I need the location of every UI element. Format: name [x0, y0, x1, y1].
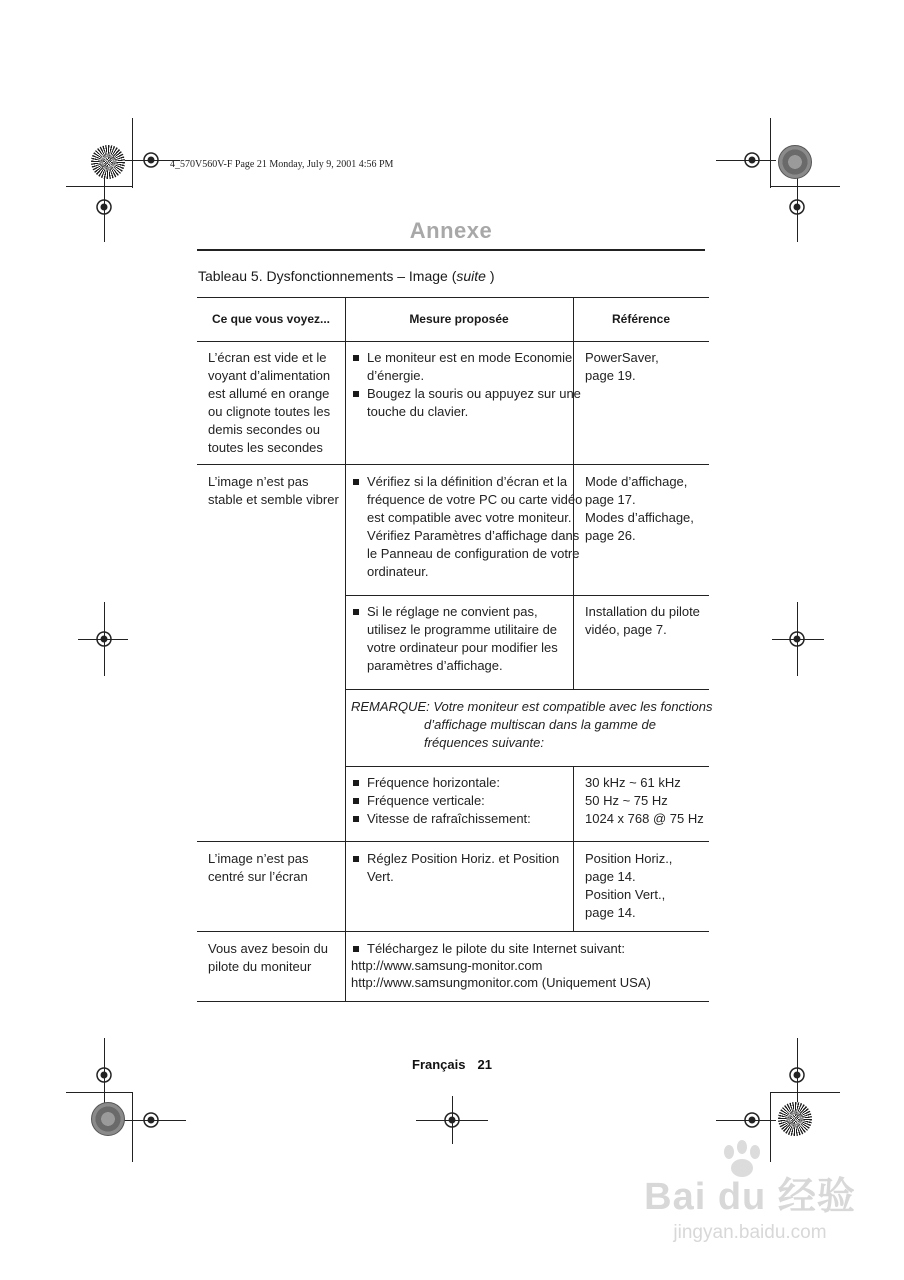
column-header: Mesure proposée [409, 312, 509, 326]
symptom-cell: Vous avez besoin du pilote du moniteur [208, 941, 328, 974]
action-cell [351, 473, 582, 581]
bullet-item: Fréquence horizontale: [351, 774, 531, 792]
symptom-cell: L’image n’est pas stable et semble vibrer [208, 474, 339, 507]
reference-cell: Installation du pilote vidéo, page 7. [585, 604, 700, 637]
note-label: REMARQUE: [351, 699, 430, 714]
action-cell [351, 603, 558, 675]
bullet-item: Vitesse de rafraîchissement: [351, 810, 531, 828]
column-header: Référence [611, 312, 671, 326]
watermark-url: jingyan.baidu.com [673, 1222, 827, 1243]
section-title: Annexe [409, 218, 493, 243]
registration-mark-icon [788, 198, 806, 216]
action-cell [351, 850, 559, 886]
bullet-item: Fréquence verticale: [351, 792, 531, 810]
action-cell [351, 940, 651, 991]
frequency-list [351, 774, 531, 828]
star-target-icon [778, 1102, 812, 1136]
bullet-item: Réglez Position Horiz. et Position Vert. [351, 850, 559, 886]
registration-mark-icon [142, 1111, 160, 1129]
reference-cell: PowerSaver, page 19. [585, 350, 659, 383]
note-cell: REMARQUE: Votre moniteur est compatible avec les fonctions d’affichage multiscan dans la gamme de fréquences suivante: [351, 699, 713, 750]
registration-mark-icon [443, 1111, 461, 1129]
star-target-icon [91, 145, 125, 179]
symptom-cell: L’image n’est pas centré sur l’écran [208, 851, 309, 884]
url-text: http://www.samsung-monitor.com [351, 958, 543, 973]
bullet-item: Si le réglage ne convient pas, utilisez le programme utilitaire de votre ordinateur pour modifier les paramètres d’affichage. [351, 603, 558, 675]
color-target-icon [91, 1102, 125, 1136]
frequency-values: 30 kHz ~ 61 kHz 50 Hz ~ 75 Hz 1024 x 768 @ 75 Hz [585, 775, 704, 826]
registration-mark-icon [743, 1111, 761, 1129]
print-slug: 4_570V560V-F Page 21 Monday, July 9, 2001 4:56 PM [170, 159, 394, 170]
registration-mark-icon [788, 630, 806, 648]
registration-mark-icon [95, 198, 113, 216]
title-rule [197, 249, 705, 251]
page-number: 21 [477, 1057, 492, 1072]
action-cell [351, 349, 581, 421]
bullet-item: Bougez la souris ou appuyez sur une touche du clavier. [351, 385, 581, 421]
bullet-item: Le moniteur est en mode Economie d’énergie. [351, 349, 581, 385]
footer-language: Français [412, 1057, 466, 1072]
table-caption: Tableau 5. Dysfonctionnements – Image (suite ) [198, 268, 495, 284]
bullet-item: Vérifiez si la définition d’écran et la fréquence de votre PC ou carte vidéo est compatible avec votre moniteur. Vérifiez Paramètres d’affichage dans le Panneau de configuration de votre ordinateur. [351, 473, 582, 581]
watermark [640, 1165, 860, 1244]
column-header: Ce que vous voyez... [211, 312, 331, 326]
symptom-cell: L’écran est vide et le voyant d’alimentation est allumé en orange ou clignote toutes les demis secondes ou toutes les secondes [208, 350, 331, 455]
registration-mark-icon [142, 151, 160, 169]
bullet-item: Téléchargez le pilote du site Internet suivant: [351, 940, 651, 957]
reference-cell: Position Horiz., page 14. Position Vert., page 14. [585, 851, 673, 920]
registration-mark-icon [95, 630, 113, 648]
registration-mark-icon [743, 151, 761, 169]
color-target-icon [778, 145, 812, 179]
reference-cell: Mode d’affichage, page 17. Modes d’affichage, page 26. [585, 474, 694, 543]
watermark-logo: Bai du 经验 [644, 1176, 856, 1218]
url-text: http://www.samsungmonitor.com (Uniquement USA) [351, 975, 651, 990]
page-footer [0, 1057, 904, 1072]
